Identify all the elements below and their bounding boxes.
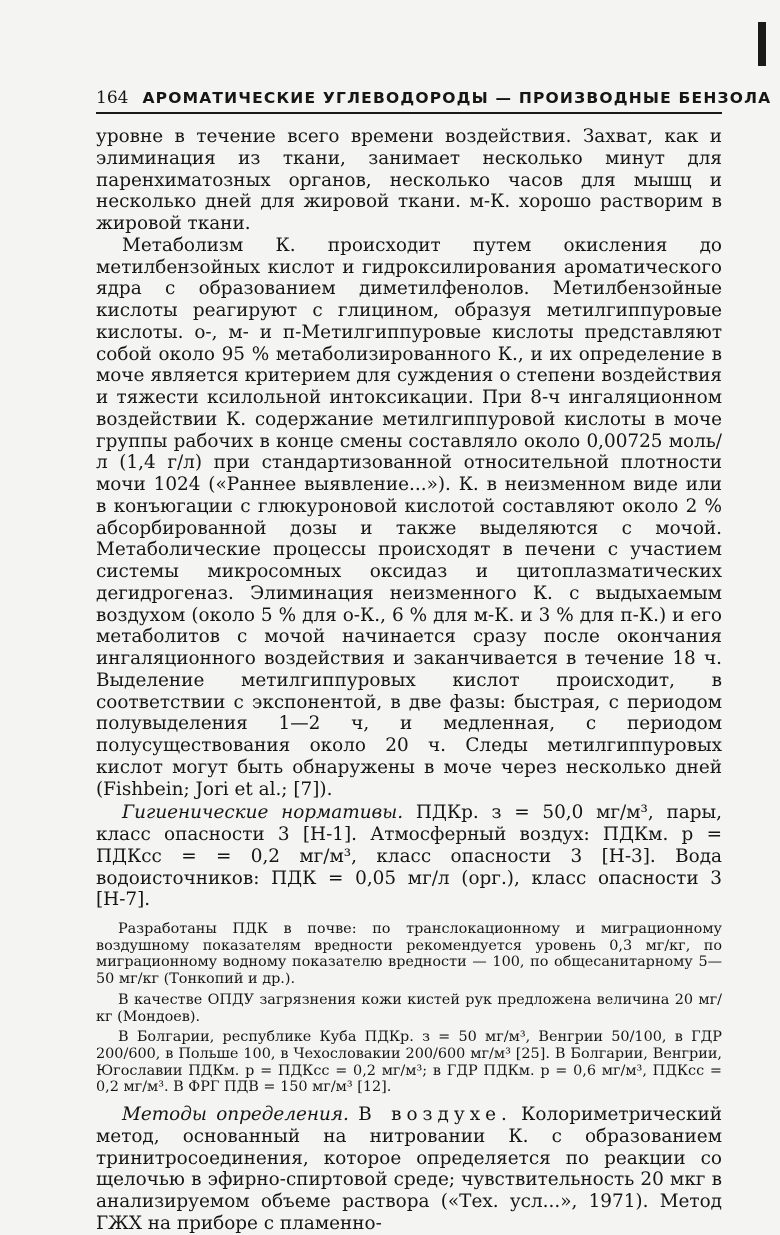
methods-heading: Методы определения. <box>122 1104 349 1126</box>
page-number: 164 <box>96 88 129 108</box>
note-soil-limits: Разработаны ПДК в почве: по транслокационному и миграционному воздушному показателям вредности рекомендуется уровень 0,3 мг/кг, по миграционному водному показателю вредности — 100, по общесанитарному 5—50 мг/кг (Тонкопий и др.). <box>96 921 722 988</box>
scan-edge-mark <box>758 22 766 66</box>
paragraph-hygienic-norms <box>96 802 722 911</box>
small-print-notes <box>96 921 722 1096</box>
methods-text: Колориметрический метод, основанный на нитровании К. с образованием тринитросоединения, которое определяется по реакции со щелочью в эфирно-спиртовой среде; чувствительность 20 мкг в анализируемом объеме раствора («Тех. усл...», 1971). Метод ГЖХ на приборе с пламенно- <box>96 1104 722 1234</box>
running-title: АРОМАТИЧЕСКИЕ УГЛЕВОДОРОДЫ — ПРОИЗВОДНЫЕ БЕНЗОЛА <box>142 89 772 107</box>
page-header <box>96 88 772 114</box>
paragraph-methods <box>96 1104 722 1235</box>
note-skin-contamination: В качестве ОПДУ загрязнения кожи кистей рук предложена величина 20 мг/кг (Мондоев). <box>96 991 722 1025</box>
norms-heading: Гигиенические нормативы. <box>122 802 404 824</box>
book-page <box>96 88 772 1235</box>
paragraph-metabolism: Метаболизм К. происходит путем окисления до метилбензойных кислот и гидроксилирования ароматического ядра с образованием диметилфенолов. Метилбензойные кислоты реагируют с глицином, образуя метилгиппуровые кислоты. о-, м- и п-Метилгиппуровые кислоты представляют собой около 95 % метаболизированного К., и их определение в моче является критерием для суждения о степени воздействия и тяжести ксилольной интоксикации. При 8-ч ингаляционном воздействии К. содержание метилгиппуровой кислоты в моче группы рабочих в конце смены составляло около 0,00725 моль/л (1,4 г/л) при стандартизованной относительной плотности мочи 1024 («Раннее выявление...»). К. в неизменном виде или в конъюгации с глюкуроновой кислотой составляют около 2 % абсорбированной дозы и также выделяются с мочой. Метаболические процессы происходят в печени с участием системы микросомных оксидаз и цитоплазматических дегидрогеназ. Элиминация неизменного К. с выдыхаемым воздухом (около 5 % для о-К., 6 % для м-К. и 3 % для п-К.) и его метаболитов с мочой начинается сразу после окончания ингаляционного воздействия и заканчивается в течение 18 ч. Выделение метилгиппуровых кислот происходит, в соответствии с экспонентой, в две фазы: быстрая, с периодом полувыделения 1—2 ч, и медленная, с периодом полусуществования около 20 ч. Следы метилгиппуровых кислот могут быть обнаружены в моче через несколько дней (Fishbein; Jori et al.; [7]). <box>96 234 722 800</box>
methods-section <box>96 1104 722 1235</box>
paragraph-uptake: уровне в течение всего времени воздействия. Захват, как и элиминация из ткани, занимает несколько минут для паренхиматозных органов, несколько часов для мышц и несколько дней для жировой ткани. м-К. хорошо растворим в жировой ткани. <box>96 126 722 234</box>
main-text <box>96 126 722 911</box>
note-foreign-limits: В Болгарии, республике Куба ПДКр. з = 50 мг/м³, Венгрии 50/100, в ГДР 200/600, в Польше 100, в Чехословакии 200/600 мг/м³ [25]. В Болгарии, Венгрии, Югославии ПДКм. р = ПДКсс = 0,2 мг/м³; в ГДР ПДКм. р = 0,6 мг/м³, ПДКсс = 0,2 мг/м³. В ФРГ ПДВ = 150 мг/м³ [12]. <box>96 1029 722 1096</box>
norms-text: ПДКр. з = 50,0 мг/м³, пары, класс опасности 3 [Н-1]. Атмосферный воздух: ПДКм. р = ПДКсс = = 0,2 мг/м³, класс опасности 3 [Н-3]. Вода водоисточников: ПДК = 0,05 мг/л (орг.), класс опасности 3 [Н-7]. <box>96 802 722 911</box>
methods-lead: В воздухе. <box>358 1104 512 1126</box>
